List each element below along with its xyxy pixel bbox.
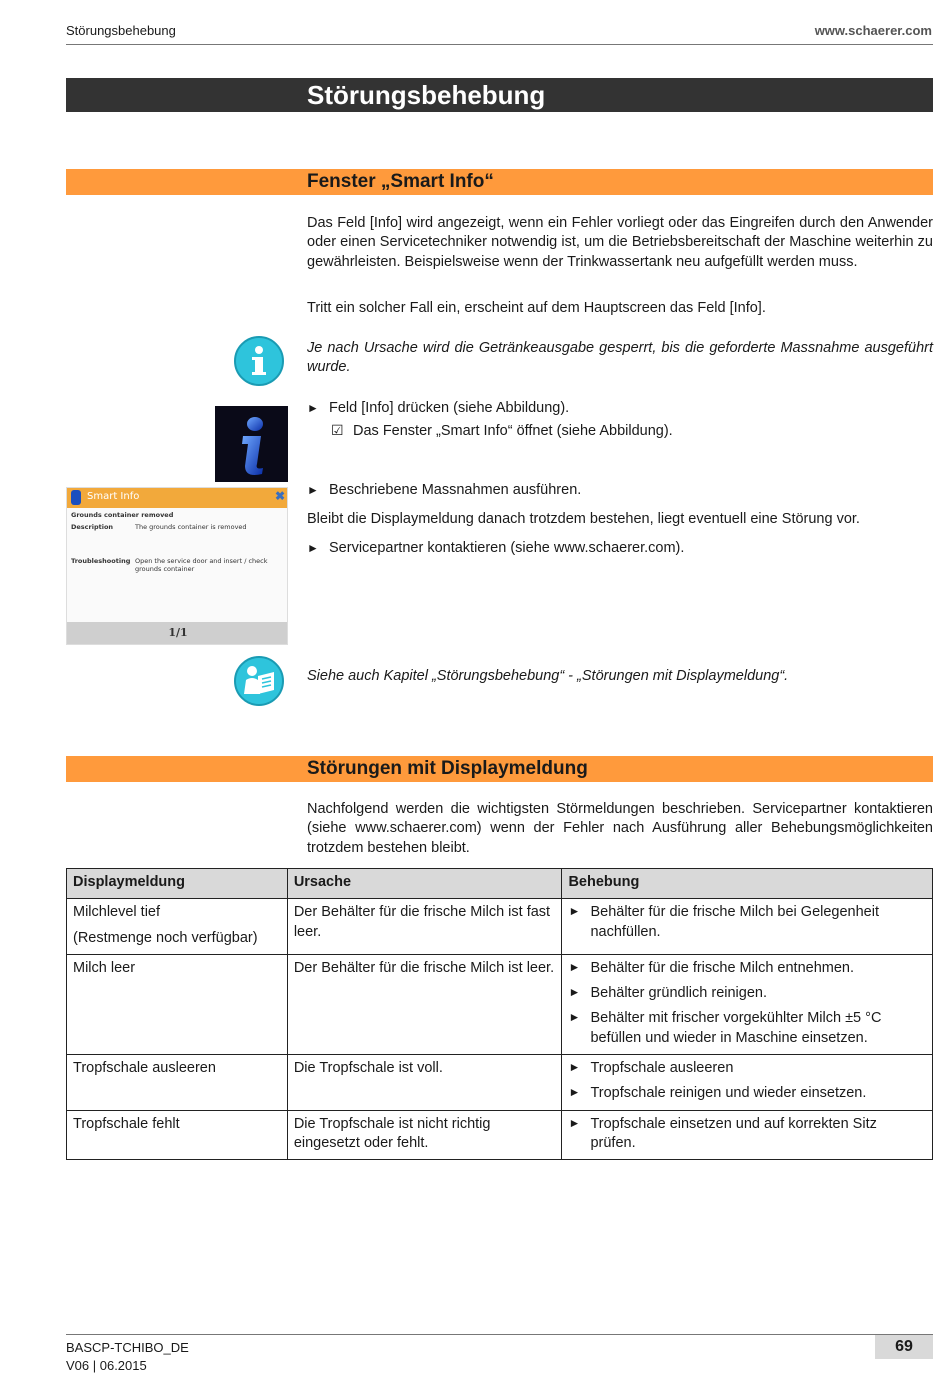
column-header-cause: Ursache bbox=[287, 869, 562, 899]
info-icon bbox=[234, 336, 284, 386]
cell-cause: Die Tropfschale ist voll. bbox=[287, 1054, 562, 1110]
checkbox-result-icon: ☑ bbox=[331, 422, 344, 438]
running-header-left: Störungsbehebung bbox=[66, 23, 176, 38]
footer-version: V06 | 06.2015 bbox=[66, 1358, 147, 1373]
cell-fix: ► Behälter für die frische Milch bei Gelegenheit nachfüllen. bbox=[562, 899, 933, 955]
screen-info-icon bbox=[71, 490, 81, 505]
chapter-title: Störungsbehebung bbox=[307, 80, 546, 110]
smart-info-paragraph-1: Das Feld [Info] wird angezeigt, wenn ein Fehler vorliegt oder das Eingreifen durch den Anwender oder einen Servicetechniker notwendig ist, um die Betriebsbereitschaft der Maschine weiterhin zu gewährleisten. Beispielsweise wenn der Trinkwassertank neu aufgefüllt werden muss. bbox=[307, 215, 933, 270]
cell-message: Milchlevel tief (Restmenge noch verfügbar) bbox=[67, 899, 288, 955]
step-perform-actions: ► Beschriebene Massnahmen ausführen. bbox=[307, 482, 582, 498]
section-heading-display-messages: Störungen mit Displaymeldung bbox=[307, 758, 588, 779]
step-arrow-icon: ► bbox=[568, 904, 581, 919]
section-bar-smart-info bbox=[66, 169, 933, 195]
screen-desc-label: Description bbox=[71, 523, 114, 531]
result-smart-info-opens: ☑ Das Fenster „Smart Info“ öffnet (siehe Abbildung). bbox=[331, 422, 673, 439]
step-arrow-icon: ► bbox=[568, 985, 581, 1000]
page-number: 69 bbox=[875, 1335, 933, 1359]
screen-close-icon: ✖ bbox=[274, 489, 285, 503]
table-row bbox=[67, 1054, 933, 1110]
column-header-message: Displaymeldung bbox=[67, 869, 288, 899]
table-row bbox=[67, 899, 933, 955]
running-header-url: www.schaerer.com bbox=[814, 23, 932, 38]
smart-info-paragraph-3: Bleibt die Displaymeldung danach trotzdem bestehen, liegt eventuell eine Störung vor. bbox=[307, 511, 860, 527]
section-heading-smart-info: Fenster „Smart Info“ bbox=[307, 171, 494, 192]
step-arrow-icon: ► bbox=[568, 1010, 581, 1025]
step-arrow-icon: ► bbox=[568, 1085, 581, 1100]
step-arrow-icon: ► bbox=[568, 959, 581, 974]
cell-fix: ► Behälter für die frische Milch entnehmen. ► Behälter gründlich reinigen. ► Behälter mit frischer vorgekühlter Milch ±5 °C befüllen und wieder in Maschine einsetzen. bbox=[562, 954, 933, 1054]
info-button-icon bbox=[215, 406, 288, 482]
step-arrow-icon: ► bbox=[307, 541, 319, 555]
see-also-text: Siehe auch Kapitel „Störungsbehebung“ - „Störungen mit Displaymeldung“. bbox=[307, 668, 789, 684]
cell-cause: Die Tropfschale ist nicht richtig eingesetzt oder fehlt. bbox=[287, 1110, 562, 1160]
table-row bbox=[67, 954, 933, 1054]
table-row bbox=[67, 1110, 933, 1160]
cell-message: Tropfschale fehlt bbox=[67, 1110, 288, 1160]
column-header-fix: Behebung bbox=[562, 869, 933, 899]
screen-desc-value: The grounds container is removed bbox=[135, 523, 247, 531]
step-arrow-icon: ► bbox=[568, 1115, 581, 1130]
header-rule bbox=[66, 44, 933, 45]
footer-rule bbox=[66, 1334, 933, 1335]
cell-message: Milch leer bbox=[67, 954, 288, 1054]
smart-info-screen-image bbox=[66, 487, 288, 645]
screen-headline: Grounds container removed bbox=[71, 511, 174, 519]
cell-cause: Der Behälter für die frische Milch ist fast leer. bbox=[287, 899, 562, 955]
screen-trouble-label: Troubleshooting bbox=[71, 557, 131, 565]
step-arrow-icon: ► bbox=[307, 401, 319, 415]
step-arrow-icon: ► bbox=[307, 483, 319, 497]
screen-page-indicator: 1/1 bbox=[67, 622, 288, 644]
footer-doc-id: BASCP-TCHIBO_DE bbox=[66, 1340, 189, 1355]
display-messages-intro: Nachfolgend werden die wichtigsten Störmeldungen beschrieben. Servicepartner kontaktieren (siehe www.schaerer.com) wenn der Fehler nach Ausführung aller Behebungsmöglichkeiten trotzdem bestehen bleibt. bbox=[307, 801, 933, 856]
error-message-table bbox=[66, 868, 933, 1160]
cell-message: Tropfschale ausleeren bbox=[67, 1054, 288, 1110]
step-arrow-icon: ► bbox=[568, 1059, 581, 1074]
cell-fix: ► Tropfschale einsetzen und auf korrekten Sitz prüfen. bbox=[562, 1110, 933, 1160]
cell-fix: ► Tropfschale ausleeren ► Tropfschale reinigen und wieder einsetzen. bbox=[562, 1054, 933, 1110]
smart-info-paragraph-2: Tritt ein solcher Fall ein, erscheint auf dem Hauptscreen das Feld [Info]. bbox=[307, 300, 766, 316]
step-contact-service: ► Servicepartner kontaktieren (siehe www.schaerer.com). bbox=[307, 540, 685, 556]
manual-reference-icon bbox=[234, 656, 284, 706]
screen-trouble-value: Open the service door and insert / check grounds container bbox=[135, 557, 268, 573]
screen-header: Smart Info ✖ bbox=[67, 488, 288, 508]
step-press-info: ► Feld [Info] drücken (siehe Abbildung). bbox=[307, 400, 570, 416]
table-header-row bbox=[67, 869, 933, 899]
cell-cause: Der Behälter für die frische Milch ist leer. bbox=[287, 954, 562, 1054]
note-text: Je nach Ursache wird die Getränkeausgabe gesperrt, bis die geforderte Massnahme ausgeführt wurde. bbox=[307, 340, 933, 376]
